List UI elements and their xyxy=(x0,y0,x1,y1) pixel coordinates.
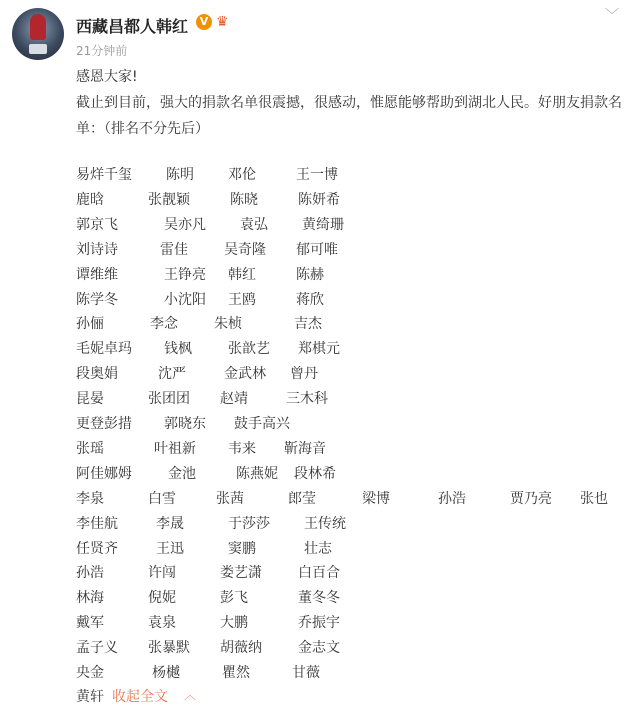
donor-name: 鹿晗 xyxy=(76,191,104,208)
donor-name: 张靓颖 xyxy=(148,191,190,208)
donor-name: 沈严 xyxy=(158,366,186,383)
donor-name: 陈晓 xyxy=(230,191,258,208)
post-time[interactable]: 21分钟前 xyxy=(76,44,128,58)
donor-name: 张瑶 xyxy=(76,440,104,457)
donor-name: 韩红 xyxy=(228,266,256,283)
donor-name: 于莎莎 xyxy=(228,515,270,532)
donor-name: 郭晓东 xyxy=(164,416,206,432)
donor-name: 朱桢 xyxy=(214,316,242,333)
verified-v-icon: V xyxy=(196,14,212,30)
donor-name: 林海 xyxy=(76,590,104,607)
donor-name: 张茜 xyxy=(216,490,244,507)
donor-name: 央金 xyxy=(76,665,104,681)
donor-name: 昆晏 xyxy=(76,391,104,408)
donor-name: 陈明 xyxy=(166,167,194,183)
donor-name: 王一博 xyxy=(296,167,338,183)
donor-name: 吉杰 xyxy=(294,316,322,333)
donor-name: 梁博 xyxy=(362,490,390,507)
donor-name: 张暴默 xyxy=(148,640,190,657)
donor-name: 乔振宇 xyxy=(298,615,340,632)
donor-name: 孙俪 xyxy=(76,316,104,333)
donor-name: 郎莹 xyxy=(288,490,316,507)
donor-name: 张也 xyxy=(580,490,608,507)
donor-name: 吴奇隆 xyxy=(224,241,266,258)
donor-name: 陈燕妮 xyxy=(236,465,278,482)
donor-name: 张歆艺 xyxy=(228,341,270,358)
donor-name: 窦鹏 xyxy=(228,540,256,557)
donor-name: 郑棋元 xyxy=(298,341,340,358)
donor-name: 金志文 xyxy=(298,640,340,657)
donor-name: 陈妍希 xyxy=(298,191,340,208)
donor-name: 彭飞 xyxy=(220,590,248,607)
donor-name: 戴军 xyxy=(76,615,104,632)
donor-name: 袁弘 xyxy=(240,216,268,233)
donor-name: 赵靖 xyxy=(220,391,248,408)
donor-name: 三木科 xyxy=(286,391,328,408)
avatar-badge xyxy=(29,44,47,54)
last-name: 黄轩 xyxy=(76,689,104,705)
donor-name: 韦来 xyxy=(228,440,256,457)
donor-name: 大鹏 xyxy=(220,615,248,632)
donor-name: 郭京飞 xyxy=(76,216,118,233)
donor-name: 小沈阳 xyxy=(164,291,206,308)
author-name[interactable]: 西藏昌都人韩红 xyxy=(76,17,189,36)
donor-name: 袁泉 xyxy=(148,615,176,632)
donor-name: 孟子义 xyxy=(76,640,118,657)
donor-name: 段林希 xyxy=(294,465,336,482)
donor-name: 王迅 xyxy=(156,540,184,557)
donor-name: 王鸥 xyxy=(228,291,256,308)
donor-name: 贾乃亮 xyxy=(510,490,552,507)
donor-name: 瞿然 xyxy=(222,665,250,681)
donor-name: 叶祖新 xyxy=(154,440,196,457)
donor-name: 更登彭措 xyxy=(76,416,132,432)
collapse-link[interactable]: 收起全文 xyxy=(112,689,168,705)
donor-name: 阿佳娜姆 xyxy=(76,465,132,482)
donor-name: 毛妮卓玛 xyxy=(76,341,132,358)
donor-name: 陈赫 xyxy=(296,266,324,283)
donor-name: 雷佳 xyxy=(160,241,188,258)
chevron-down-icon[interactable]: ﹀ xyxy=(605,8,619,24)
donor-name: 刘诗诗 xyxy=(76,241,118,258)
donor-name: 孙浩 xyxy=(438,490,466,507)
donor-name: 壮志 xyxy=(304,540,332,557)
donor-name: 李泉 xyxy=(76,490,104,507)
donor-name: 曾丹 xyxy=(290,366,318,383)
donor-name: 任贤齐 xyxy=(76,540,118,557)
donor-name: 孙浩 xyxy=(76,565,104,582)
post-paragraph: 截止到目前，强大的捐款名单很震撼，很感动，惟愿能够帮助到湖北人民。好朋友捐款名单：（排名不分先后） xyxy=(76,95,622,137)
donor-name: 鼓手高兴 xyxy=(234,416,290,432)
avatar-figure xyxy=(30,14,46,40)
donor-name: 张团团 xyxy=(148,391,190,408)
donor-name: 陈学冬 xyxy=(76,291,118,308)
donor-name: 甘薇 xyxy=(292,665,320,681)
donor-name: 蒋欣 xyxy=(296,291,324,308)
donor-name: 吴亦凡 xyxy=(164,216,206,233)
donor-name: 邓伦 xyxy=(228,167,256,183)
donor-name: 易烊千玺 xyxy=(76,167,132,183)
donor-name: 胡薇纳 xyxy=(220,640,262,657)
donor-name: 王铮亮 xyxy=(164,266,206,283)
donor-name: 娄艺潇 xyxy=(220,565,262,582)
donor-name: 李念 xyxy=(150,316,178,333)
donor-name: 段奥娟 xyxy=(76,366,118,383)
donor-name: 金武林 xyxy=(224,366,266,383)
donor-name: 董冬冬 xyxy=(298,590,340,607)
donor-name: 靳海音 xyxy=(284,440,326,457)
donor-name: 郁可唯 xyxy=(296,241,338,258)
avatar[interactable] xyxy=(12,8,64,60)
donor-name: 杨樾 xyxy=(152,665,180,681)
donor-name: 许闯 xyxy=(148,565,176,582)
donor-name: 黄绮珊 xyxy=(302,216,344,233)
donor-name: 钱枫 xyxy=(164,341,192,358)
donor-name: 王传统 xyxy=(304,515,346,532)
chevron-up-icon[interactable]: ︿ xyxy=(184,688,197,702)
donor-name: 白雪 xyxy=(148,490,176,507)
greeting-text: 感恩大家! xyxy=(76,69,138,85)
donor-name: 李晟 xyxy=(156,515,184,532)
donor-name: 倪妮 xyxy=(148,590,176,607)
crown-icon: ♛ xyxy=(216,14,229,30)
donor-name: 谭维维 xyxy=(76,266,118,283)
donor-name: 李佳航 xyxy=(76,515,118,532)
donor-name: 金池 xyxy=(168,465,196,482)
donor-name: 白百合 xyxy=(298,565,340,582)
